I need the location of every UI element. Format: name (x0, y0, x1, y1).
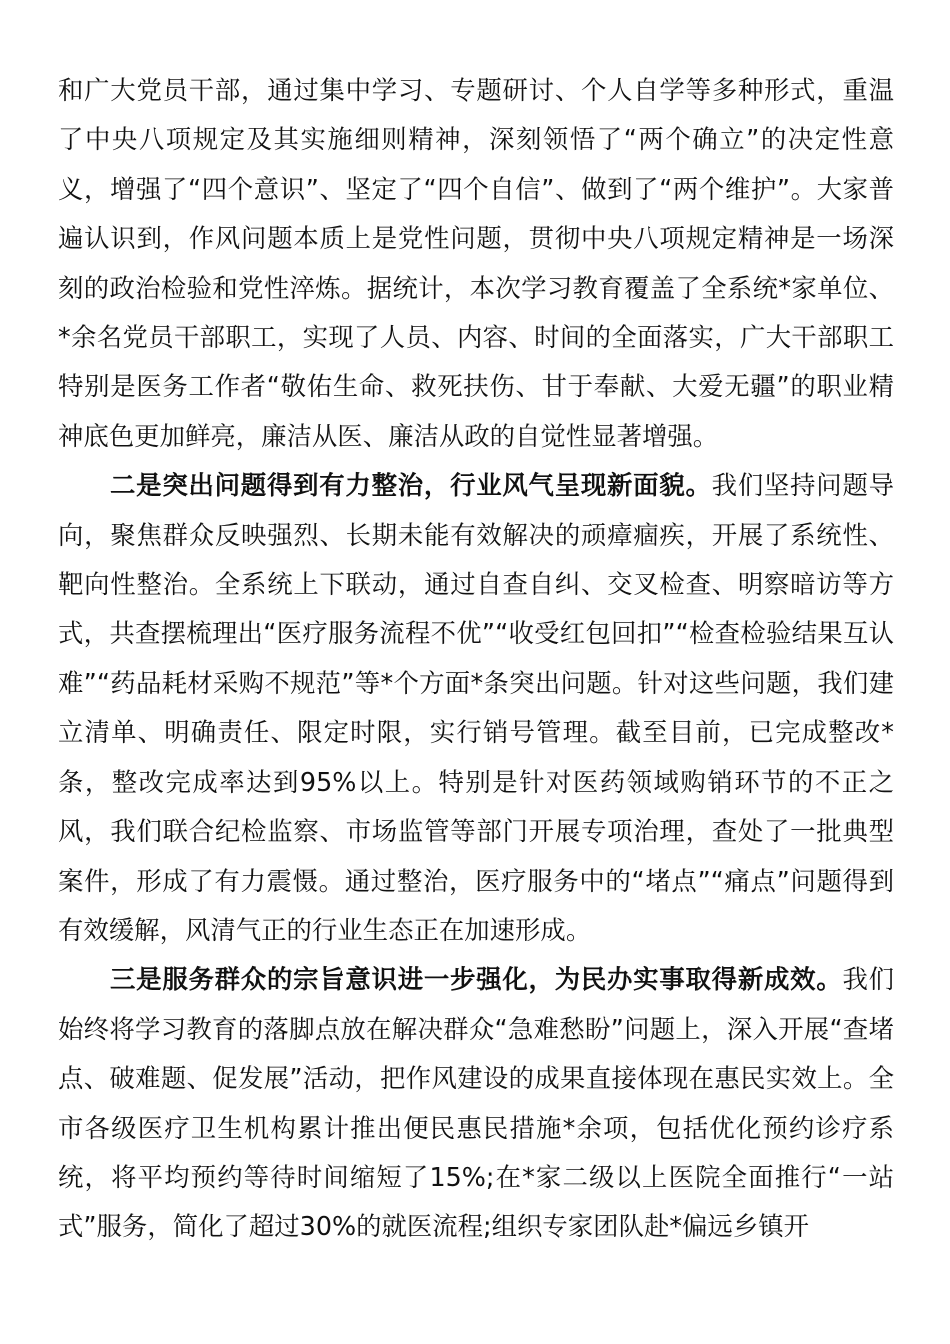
paragraph-2-text: 我们坚持问题导向，聚焦群众反映强烈、长期未能有效解决的顽瘴痼疾，开展了系统性、靶向性整治。全系统上下联动，通过自查自纠、交叉检查、明察暗访等方式，共查摆梳理出“医疗服务流程不优”“收受红包回扣”“检查检验结果互认难”“药品耗材采购不规范”等*个方面*条突出问题。针对这些问题，我们建立清单、明确责任、限定时限，实行销号管理。截至目前，已完成整改*条，整改完成率达到95%以上。特别是针对医药领域购销环节的不正之风，我们联合纪检监察、市场监管等部门开展专项治理，查处了一批典型案件，形成了有力震慑。通过整治，医疗服务中的“堵点”“痛点”问题得到有效缓解，风清气正的行业生态正在加速形成。 (58, 470, 895, 945)
paragraph-1-text: 和广大党员干部，通过集中学习、专题研讨、个人自学等多种形式，重温了中央八项规定及其实施细则精神，深刻领悟了“两个确立”的决定性意义，增强了“四个意识”、坚定了“四个自信”、做到了“两个维护”。大家普遍认识到，作风问题本质上是党性问题，贯彻中央八项规定精神是一场深刻的政治检验和党性淬炼。据统计，本次学习教育覆盖了全系统*家单位、*余名党员干部职工，实现了人员、内容、时间的全面落实，广大干部职工特别是医务工作者“敬佑生命、救死扶伤、甘于奉献、大爱无疆”的职业精神底色更加鲜亮，廉洁从医、廉洁从政的自觉性显著增强。 (58, 75, 894, 451)
document-body (58, 66, 894, 1252)
paragraph-2 (58, 461, 894, 955)
paragraph-2-heading: 二是突出问题得到有力整治，行业风气呈现新面貌。 (110, 470, 712, 501)
paragraph-3-text: 我们始终将学习教育的落脚点放在解决群众“急难愁盼”问题上，深入开展“查堵点、破难题、促发展”活动，把作风建设的成果直接体现在惠民实效上。全市各级医疗卫生机构累计推出便民惠民措施*余项，包括优化预约诊疗系统，将平均预约等待时间缩短了15%;在*家二级以上医院全面推行“一站式”服务，简化了超过30%的就医流程;组织专家团队赴*偏远乡镇开 (58, 964, 895, 1242)
paragraph-3-heading: 三是服务群众的宗旨意识进一步强化，为民办实事取得新成效。 (110, 964, 843, 995)
paragraph-3 (58, 955, 894, 1251)
paragraph-1 (58, 66, 894, 461)
